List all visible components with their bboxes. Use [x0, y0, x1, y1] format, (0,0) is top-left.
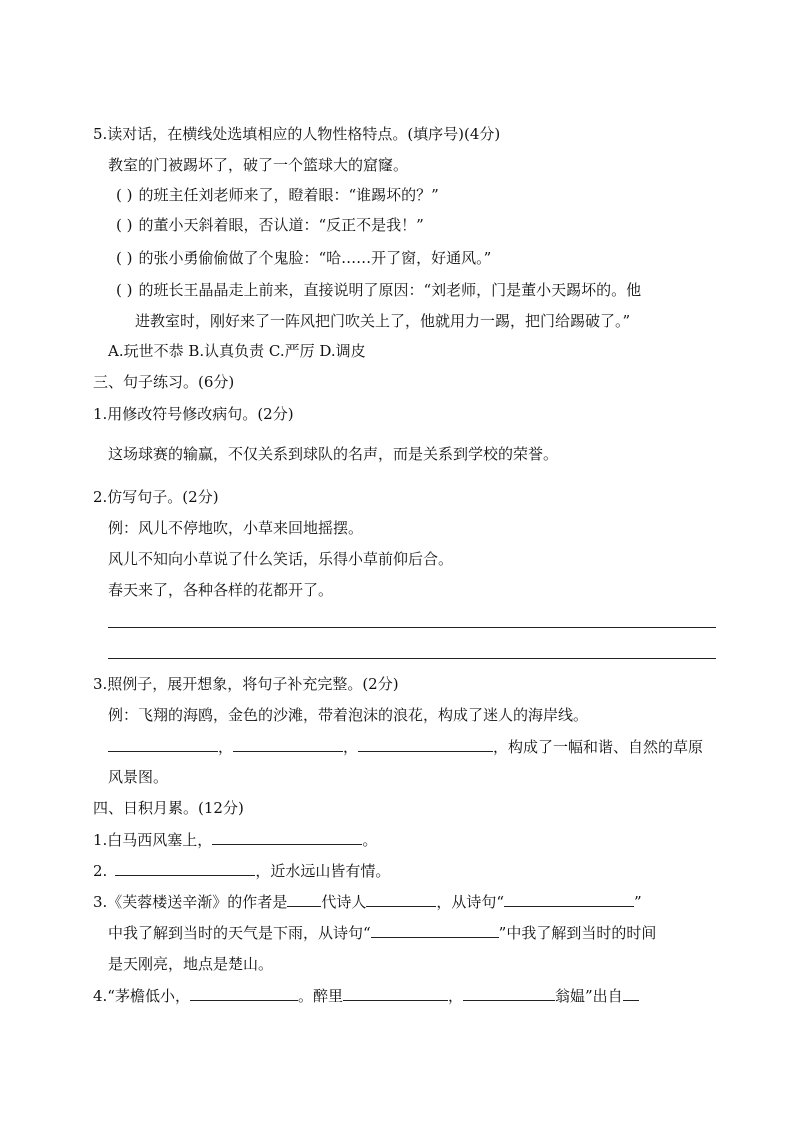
sec3-q1-sentence: 这场球赛的输赢，不仅关系到球队的名声，而是关系到学校的荣誉。	[108, 445, 559, 463]
blank-dynasty[interactable]	[287, 891, 321, 907]
q5-line4-text: 的班长王晶晶走上前来，直接说明了原因：“刘老师，门是董小天踢坏的。他	[138, 281, 642, 299]
sec3-q3-fill	[108, 736, 703, 756]
q4-c: ，	[448, 987, 464, 1005]
sec3-q2-prompt: 春天来了，各种各样的花都开了。	[108, 581, 334, 599]
answer-line-2[interactable]	[108, 658, 716, 659]
q1-end: 。	[362, 831, 378, 849]
q3-e: 中我了解到当时的天气是下雨，从诗句“	[108, 924, 371, 942]
q4-a: 4.“茅檐低小，	[93, 987, 190, 1005]
sec3-q2-example2: 风儿不知向小草说了什么笑话，乐得小草前仰后合。	[108, 550, 454, 568]
q1-head: 1.白马西风塞上，	[93, 831, 213, 849]
sec3-q3-example: 例：飞翔的海鸥，金色的沙滩，带着泡沫的浪花，构成了迷人的海岸线。	[108, 706, 589, 724]
q5-dialogue-3	[116, 248, 491, 268]
q3-b: 代诗人	[321, 893, 367, 911]
q4-b: 。醉里	[297, 987, 343, 1005]
blank-q4-3[interactable]	[463, 985, 555, 1001]
sec4-title: 四、日积月累。(12分)	[93, 799, 244, 817]
q5-dialogue-2	[116, 215, 424, 235]
blank-verse-2[interactable]	[371, 922, 499, 938]
q4-d: 翁媪”出自	[555, 987, 623, 1005]
sec4-q3-line2	[108, 922, 656, 942]
sec4-q1	[93, 829, 377, 849]
answer-paren[interactable]: ( )	[116, 216, 133, 234]
blank-q4-4[interactable]	[623, 985, 639, 1001]
sec4-q3-line1	[93, 891, 642, 911]
sec4-q3-line3: 是天刚亮，地点是楚山。	[108, 955, 274, 973]
comma: ，	[218, 738, 234, 756]
q3-a: 3.《芙蓉楼送辛渐》的作者是	[93, 893, 288, 911]
sec4-q2	[93, 860, 390, 880]
sec4-q4	[93, 985, 639, 1005]
q3-c: ，从诗句“	[436, 893, 505, 911]
q5-options: A.玩世不恭 B.认真负责 C.严厉 D.调皮	[108, 342, 366, 360]
sec3-q2-title: 2.仿写句子。(2分)	[93, 488, 219, 506]
q5-dialogue-4	[116, 280, 641, 300]
q5-line3-text: 的张小勇偷偷做了个鬼脸：“哈……开了窗，好通风。”	[138, 249, 492, 267]
blank-poet[interactable]	[366, 891, 436, 907]
sec3-title: 三、句子练习。(6分)	[93, 373, 235, 391]
blank-q4-1[interactable]	[190, 985, 298, 1001]
q5-intro: 教室的门被踢坏了，破了一个篮球大的窟窿。	[108, 156, 409, 174]
blank-2[interactable]	[233, 736, 343, 752]
blank-3[interactable]	[358, 736, 493, 752]
blank-1[interactable]	[108, 736, 218, 752]
q5-title: 5.读对话，在横线处选填相应的人物性格特点。(填序号)(4分)	[93, 125, 501, 143]
blank-q2[interactable]	[115, 860, 255, 876]
blank-verse-1[interactable]	[504, 891, 634, 907]
comma: ，	[343, 738, 359, 756]
q3-d: ”	[634, 893, 642, 911]
answer-line-1[interactable]	[108, 627, 716, 628]
q2-head: 2.	[93, 862, 108, 880]
q2-tail: ，近水远山皆有情。	[255, 862, 391, 880]
q5-line2-text: 的董小天斜着眼，否认道：“反正不是我！”	[138, 216, 424, 234]
q5-dialogue-1	[116, 185, 439, 205]
blank-q1[interactable]	[212, 829, 362, 845]
blank-q4-2[interactable]	[343, 985, 448, 1001]
q3-tail-text: ，构成了一幅和谐、自然的草原	[493, 738, 704, 756]
q5-dialogue-4-cont: 进教室时，刚好来了一阵风把门吹关上了，他就用力一踢，把门给踢破了。”	[135, 312, 631, 330]
q5-line1-text: 的班主任刘老师来了，瞪着眼：“谁踢坏的？”	[138, 186, 439, 204]
answer-paren[interactable]: ( )	[116, 281, 133, 299]
answer-paren[interactable]: ( )	[116, 186, 133, 204]
answer-paren[interactable]: ( )	[116, 249, 133, 267]
sec3-q1-title: 1.用修改符号修改病句。(2分)	[93, 405, 294, 423]
q3-f: ”中我了解到当时的时间	[498, 924, 657, 942]
sec3-q3-tail2: 风景图。	[108, 768, 169, 786]
sec3-q2-example1: 例：风儿不停地吹，小草来回地摇摆。	[108, 519, 364, 537]
sec3-q3-title: 3.照例子，展开想象，将句子补充完整。(2分)	[93, 675, 399, 693]
